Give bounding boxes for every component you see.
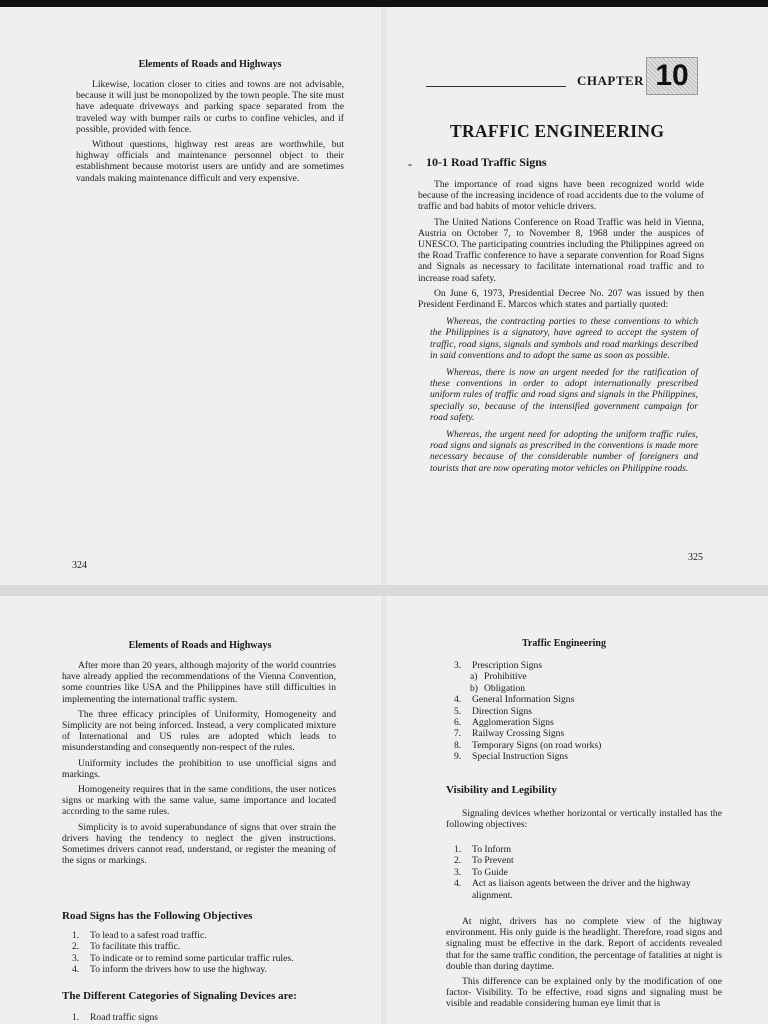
list-item: a) Prohibitive xyxy=(470,671,527,683)
list-item: 1. Road traffic signs xyxy=(72,1012,159,1023)
page-325 xyxy=(384,7,768,585)
paragraph: After more than 20 years, although majority of the world countries have already applied the recommendations of the Vienna Convention, some countries like USA and the Philippines have still difficulties in implementing the international traffic system. xyxy=(62,660,336,705)
quote: Whereas, the urgent need for adopting the uniform traffic rules, road signs and signals as prescribed in the conventions is made more necessary because of the considerable number of foreigners and tourists that are now operating motor vehicles on Philippine roads. xyxy=(430,429,698,474)
paragraph: The United Nations Conference on Road Traffic was held in Vienna, Austria on October 7, to November 8, 1968 under the auspices of UNESCO. The participating countries including the Philippines agreed on the Road Traffic conference to have a separate convention for Road Signs and Signals as necessary to facilitate international road traffic and to increase road safety. xyxy=(418,216,704,284)
categories-heading: The Different Categories of Signaling Devices are: xyxy=(62,990,297,1002)
objectives-list xyxy=(72,930,336,976)
list-item: 2. To Prevent xyxy=(454,855,514,867)
list-item: 1. To Inform xyxy=(454,844,512,855)
list-item: 2. To facilitate this traffic. xyxy=(72,941,181,953)
bottom-spread xyxy=(0,596,768,1024)
page-326 xyxy=(0,596,384,1024)
body-text xyxy=(76,79,344,188)
running-head: Traffic Engineering xyxy=(522,638,606,649)
paragraph: Signaling devices whether horizontal or vertically installed has the following objectives: xyxy=(446,808,722,831)
list-item: b) Obligation xyxy=(470,682,526,694)
list-item: 3. To Guide xyxy=(454,866,508,878)
list-item: 3. Prescription Signs xyxy=(454,660,543,671)
running-head: Elements of Roads and Highways xyxy=(128,640,272,651)
list-item: 7. Railway Crossing Signs xyxy=(454,728,565,740)
paragraph: On June 6, 1973, Presidential Decree No. 207 was issued by then President Ferdinand E. Marcos which states and partially quoted: xyxy=(418,287,704,311)
paragraph: Simplicity is to avoid superabundance of signs that over strain the drivers having the tendency to neglect the given instructions. Sometimes drivers cannot read, understand, or register the meaning of the signs or markings. xyxy=(62,821,336,867)
paragraph: Without questions, highway rest areas are worthwhile, but highway officials and maintenance personnel object to their establishment because motorist users are untidy and are sometimes vandals making maintenance difficult and very expensive. xyxy=(76,139,344,184)
list-item: 9. Special Instruction Signs xyxy=(454,751,568,763)
paragraph: Likewise, location closer to cities and towns are not advisable, because it will just be monopolized by the town people. The site must have adequate driveways and parking space separated from the traveled way with bumper rails or curbs to confine vehicles, and if possible, provided with fence. xyxy=(76,79,344,135)
paragraph: Uniformity includes the prohibition to use unofficial signs and markings. xyxy=(62,757,336,780)
list-item: 4. To inform the drivers how to use the highway. xyxy=(72,964,267,976)
page-324 xyxy=(0,7,384,585)
list-item: 1. To lead to a safest road traffic. xyxy=(72,930,207,941)
chapter-title: TRAFFIC ENGINEERING xyxy=(450,121,665,141)
paragraph: At night, drivers has no complete view of the highway environment. His only guide is the headlight. Therefore, road signs and signaling must be effective in the dark. Report of accidents revealed that for the same traffic condition, the percentage of fatalities at night is double than during daytime. xyxy=(446,916,722,972)
paragraph: Homogeneity requires that in the same conditions, the user notices signs or marking with the same value, same importance and located according to the same rules. xyxy=(62,784,336,818)
quote: Whereas, there is now an urgent needed for the ratification of these conventions in order to adopt internationally prescribed uniform rules of traffic and road signs and signals in the Philippines, specially so, because of the intensified government campaign for road safety. xyxy=(430,367,698,423)
body-text xyxy=(446,808,722,834)
paragraph: The three efficacy principles of Uniformity, Homogeneity and Simplicity are not being inforced. Instead, a very complicated mixture of International and US rules are adopted which leads to misunderstanding and consequently non-respect of the rules. xyxy=(62,708,336,754)
section-heading: 10-1 Road Traffic Signs xyxy=(426,155,547,169)
body-text xyxy=(418,179,704,480)
chapter-rule xyxy=(426,86,566,87)
margin-mark: - xyxy=(408,157,412,171)
chapter-number: 10 xyxy=(646,57,698,95)
paragraph: This difference can be explained only by the modification of one factor- Visibility. To be effective, road signs and signaling must be visible and readable considering human eye limit that is xyxy=(446,976,722,1010)
objectives-heading: Road Signs has the Following Objectives xyxy=(62,910,253,922)
page-327 xyxy=(384,596,768,1024)
running-head: Elements of Roads and Highways xyxy=(138,59,282,70)
body-text xyxy=(446,916,722,1014)
page-number: 324 xyxy=(72,560,87,571)
list-item: 8. Temporary Signs (on road works) xyxy=(454,739,602,751)
visibility-heading: Visibility and Legibility xyxy=(446,784,557,796)
chapter-label: CHAPTER xyxy=(577,73,645,88)
sign-categories-list xyxy=(454,660,724,763)
list-item: 4. General Information Signs xyxy=(454,694,575,706)
list-item: 6. Agglomeration Signs xyxy=(454,717,554,729)
quote: Whereas, the contracting parties to these conventions to which the Philippines is a signatory, have agreed to accept the system of traffic, road signs, signals and symbols and road markings described in said conventions and to adopt the same as soon as possible. xyxy=(430,316,698,361)
paragraph: The importance of road signs have been recognized world wide because of the increasing incidence of road accidents due to the volume of traffic and bad habits of motor vehicle drivers. xyxy=(418,179,704,213)
visibility-objectives-list xyxy=(454,844,722,901)
list-item: 5. Direction Signs xyxy=(454,705,532,717)
categories-list xyxy=(72,1012,336,1023)
body-text xyxy=(62,660,336,870)
page-number: 325 xyxy=(688,552,703,563)
list-item: 4. Act as liaison agents between the driver and the highway alignment. xyxy=(454,878,691,901)
list-item: 3. To indicate or to remind some particular traffic rules. xyxy=(72,952,294,964)
